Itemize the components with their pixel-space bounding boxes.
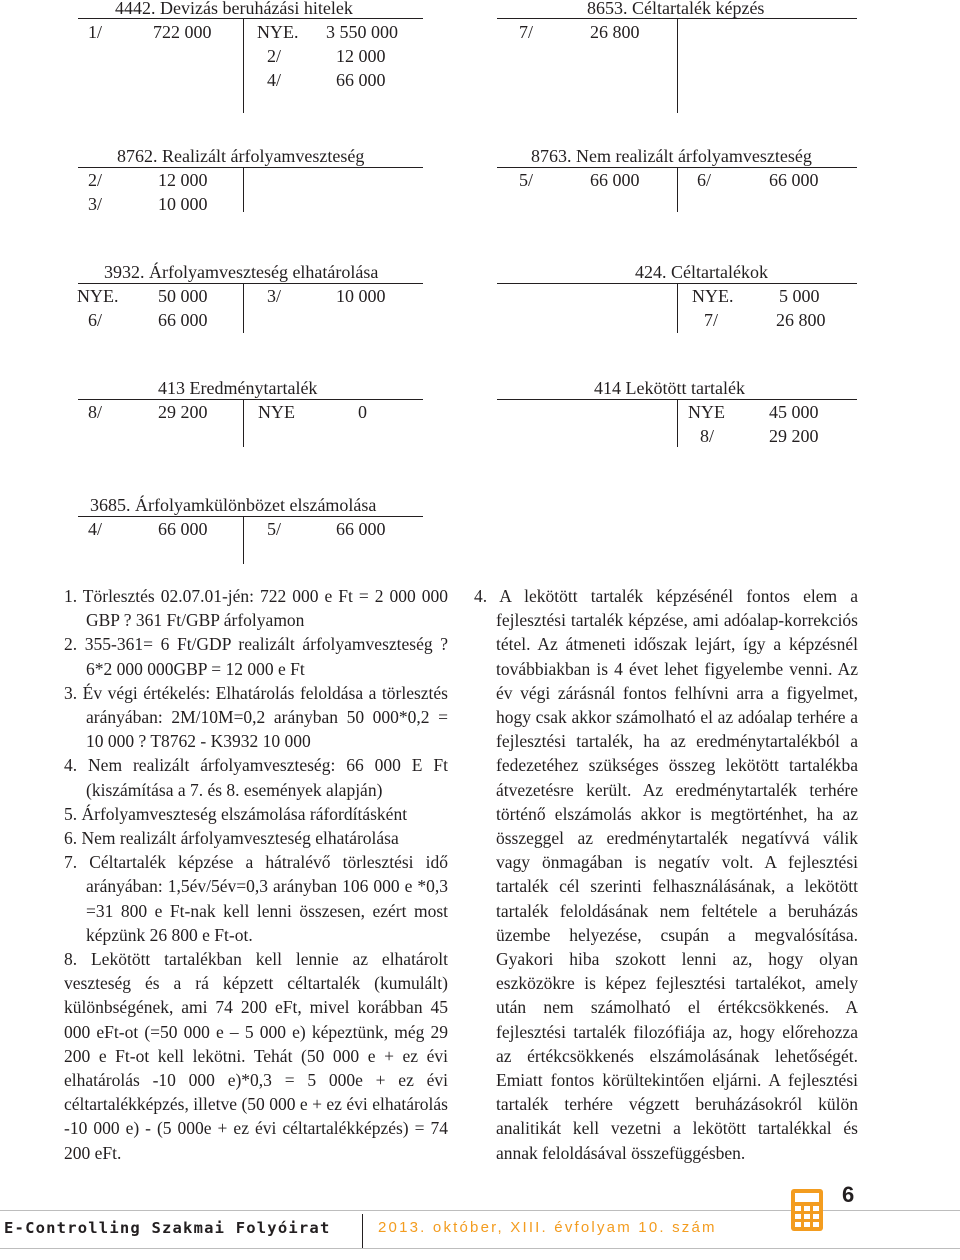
explanation-list xyxy=(64,584,448,1165)
entry-ref: 3/ xyxy=(88,194,103,214)
account-divider xyxy=(243,18,244,113)
entry-ref: NYE xyxy=(688,402,725,422)
entry-amount: 45 000 xyxy=(769,402,819,422)
entry-ref: 4/ xyxy=(267,70,282,90)
account-title: 3932. Árfolyamveszteség elhatárolása xyxy=(104,262,379,282)
account-divider xyxy=(243,516,244,564)
entry-ref: 7/ xyxy=(519,22,534,42)
account-title: 8653. Céltartalék képzés xyxy=(587,0,765,18)
entry-amount: 0 xyxy=(358,402,367,422)
entry-amount: 3 550 000 xyxy=(326,22,398,42)
entry-amount: 26 800 xyxy=(590,22,640,42)
list-item: 3. Év végi értékelés: Elhatárolás feloldása a törlesztés arányában: 2M/10M=0,2 arányban 50 000*0,2 = 10 000 ? T8762 - K3932 10 000 xyxy=(64,682,448,752)
issue-info: 2013. október, XIII. évfolyam 10. szám xyxy=(378,1219,717,1236)
entry-ref: 2/ xyxy=(88,170,103,190)
entry-ref: 6/ xyxy=(697,170,712,190)
entry-ref: NYE. xyxy=(77,286,119,306)
entry-ref: 4/ xyxy=(88,519,103,539)
account-divider xyxy=(677,167,678,212)
account-rule xyxy=(78,516,423,517)
account-title: 8762. Realizált árfolyamveszteség xyxy=(117,146,365,166)
entry-amount: 66 000 xyxy=(336,70,386,90)
list-item: 7. Céltartalék képzése a hátralévő törlesztési idő arányában: 1,5év/5év=0,3 arányban 106 000 e *0,3 =31 800 e Ft-nak kell lenni összesen, ezért most képzünk 26 800 e Ft-ot. xyxy=(64,852,448,945)
account-divider xyxy=(677,283,678,333)
entry-amount: 29 200 xyxy=(158,402,208,422)
entry-amount: 66 000 xyxy=(769,170,819,190)
entry-amount: 5 000 xyxy=(779,286,820,306)
entry-amount: 10 000 xyxy=(336,286,386,306)
entry-amount: 12 000 xyxy=(158,170,208,190)
entry-ref: 3/ xyxy=(267,286,282,306)
commentary-paragraph xyxy=(474,584,858,1165)
entry-amount: 66 000 xyxy=(336,519,386,539)
entry-ref: 8/ xyxy=(700,426,715,446)
account-rule xyxy=(78,167,423,168)
entry-amount: 50 000 xyxy=(158,286,208,306)
account-divider xyxy=(677,18,678,113)
entry-amount: 722 000 xyxy=(153,22,212,42)
account-divider xyxy=(677,399,678,447)
account-title: 8763. Nem realizált árfolyamveszteség xyxy=(531,146,812,166)
calculator-icon xyxy=(790,1188,824,1232)
list-item: 4. Nem realizált árfolyamveszteség: 66 000 E Ft (kiszámítása a 7. és 8. események alapján) xyxy=(64,755,448,800)
entry-ref: 2/ xyxy=(267,46,282,66)
list-item: 5. Árfolyamveszteség elszámolása ráfordításként xyxy=(64,803,408,824)
entry-ref: 7/ xyxy=(704,310,719,330)
entry-ref: 1/ xyxy=(88,22,103,42)
entry-amount: 66 000 xyxy=(590,170,640,190)
entry-ref: 6/ xyxy=(88,310,103,330)
list-item: 6. Nem realizált árfolyamveszteség elhatárolása xyxy=(64,828,399,849)
entry-ref: 5/ xyxy=(267,519,282,539)
list-item: 8. Lekötött tartalékban kell lennie az elhatárolt veszteség és a rá képzett céltartalék (kumulált) különbségének, ami 74 200 eFt, mivel korábban 45 000 eFt-ot (=50 000 e – 5 000 e) képeztünk, még 29 200 e Ft-ot kell lekötni. Tehát (50 000 e + ez évi elhatárolás -10 000 e)*0,3 = 5 000e + ez évi céltartalékképzés, illetve (50 000 e + ez évi elhatárolás -10 000 e) - (5 000e + ez évi céltartalékképzés) = 74 200 eFt. xyxy=(64,949,448,1163)
entry-amount: 12 000 xyxy=(336,46,386,66)
entry-ref: NYE. xyxy=(257,22,299,42)
entry-ref: 8/ xyxy=(88,402,103,422)
entry-amount: 66 000 xyxy=(158,519,208,539)
account-title: 424. Céltartalékok xyxy=(635,262,768,282)
account-title: 4442. Devizás beruházási hitelek xyxy=(115,0,353,18)
entry-amount: 26 800 xyxy=(776,310,826,330)
account-rule xyxy=(78,283,423,284)
footer-rule xyxy=(0,1248,960,1249)
account-divider xyxy=(243,399,244,447)
journal-title: E-Controlling Szakmai Folyóirat xyxy=(4,1219,331,1237)
paragraph-text: 4. A lekötött tartalék képzésénél fontos elem a fejlesztési tartalék képzése, ami adóalap-korrekciós tétel. Az átmeneti időszak lejárt, így a képzésnél továbbiakban is 4 évet lehet figyelembe venni. Az év végi zárásnál fontos felhívni arra a figyelmet, hogy csak akkor számolható el az adóalap terhére a fejlesztési tartalék, ha az eredménytartalékból a fedezetéhez szükséges összeg lekötött tartalékba átvezetésre került. Az eredménytartalék terhére történő elszámolás akkor is megtörténhet, ha az összeggel az eredménytartalék negatívvá válik vagy önmagában is negatív volt. A fejlesztési tartalék cél szerinti felhasználásának, a lekötött tartalék feloldásának nem feltétele a beruházás üzembe helyezése, csupán a megvalósítása. Gyakori hiba szokott lenni az, hogy olyan eszközökre is képez fejlesztési tartalékot, amely után nem számolható el értékcsökkenés. A fejlesztési tartalék filozófiája az, hogy előrehozza az értékcsökkenés elszámolásának lehetőségét. Emiatt fontos körültekintően eljárni. A fejlesztési tartalék terhére végzett beruházásokról külön analitikát kell vezetni a lekötött tartalékkal és annak feloldásával összefüggésben. xyxy=(474,586,858,1163)
account-title: 413 Eredménytartalék xyxy=(158,378,318,398)
footer-separator xyxy=(362,1214,363,1248)
entry-amount: 29 200 xyxy=(769,426,819,446)
entry-amount: 10 000 xyxy=(158,194,208,214)
list-item: 2. 355-361= 6 Ft/GDP realizált árfolyamveszteség ? 6*2 000 000GBP = 12 000 e Ft xyxy=(64,634,448,679)
account-rule xyxy=(78,399,423,400)
entry-ref: NYE. xyxy=(692,286,734,306)
page-number: 6 xyxy=(842,1182,855,1207)
account-divider xyxy=(243,167,244,212)
account-title: 3685. Árfolyamkülönbözet elszámolása xyxy=(90,495,377,515)
entry-ref: 5/ xyxy=(519,170,534,190)
list-item: 1. Törlesztés 02.07.01-jén: 722 000 e Ft = 2 000 000 GBP ? 361 Ft/GBP árfolyamon xyxy=(64,586,448,631)
account-divider xyxy=(243,283,244,333)
entry-amount: 66 000 xyxy=(158,310,208,330)
account-title: 414 Lekötött tartalék xyxy=(594,378,745,398)
account-rule xyxy=(78,18,423,19)
entry-ref: NYE xyxy=(258,402,295,422)
